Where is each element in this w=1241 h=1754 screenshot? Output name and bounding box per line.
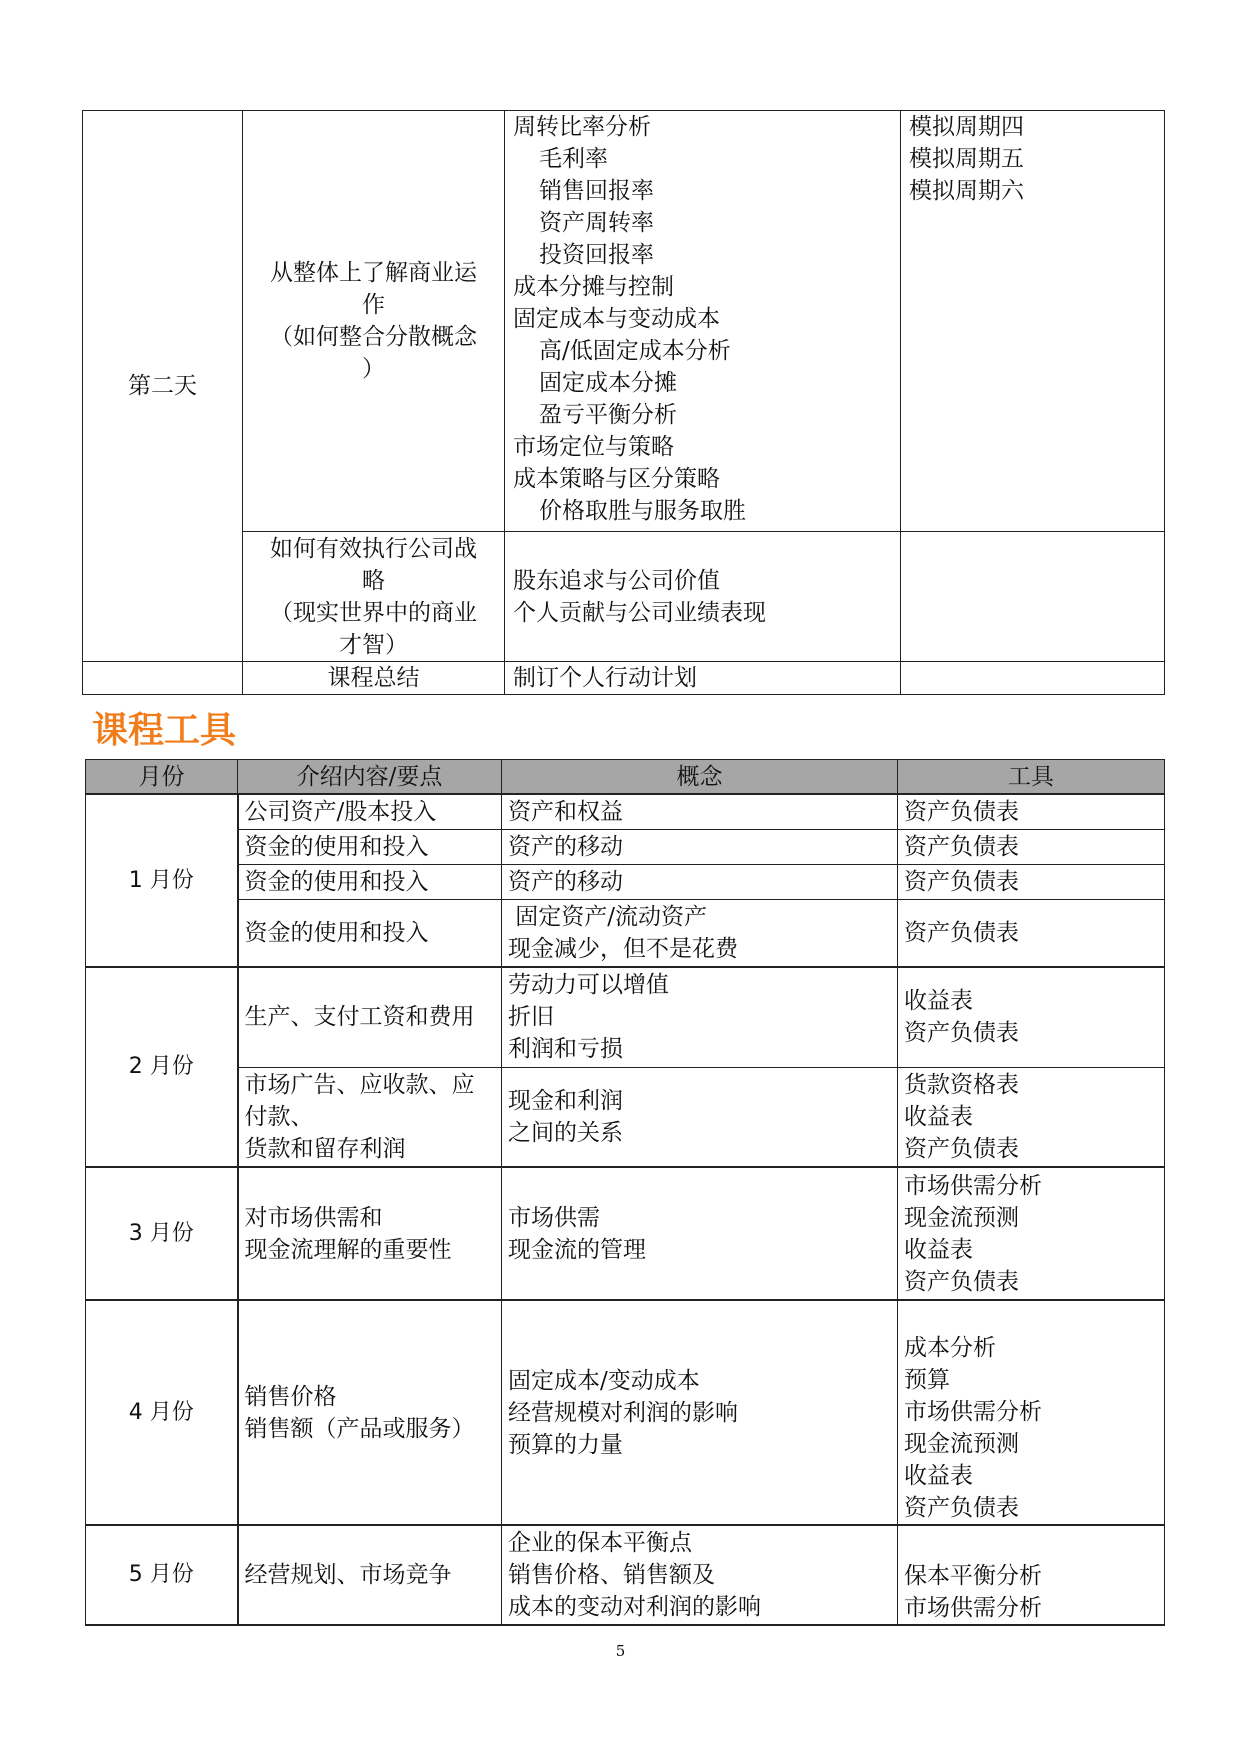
concept-cell xyxy=(502,1067,898,1167)
content-line: 周转比率分析 xyxy=(513,114,651,140)
concept-cell: 资产和权益 xyxy=(502,794,898,829)
topic-line: 作 xyxy=(362,292,385,318)
tools-line: 保本平衡分析 xyxy=(904,1563,1042,1589)
header-tools: 工具 xyxy=(898,760,1165,795)
concept-line: 固定资产/流动资产 xyxy=(508,903,708,930)
content-line: 现金流理解的重要性 xyxy=(244,1236,452,1263)
tools-line: 收益表 xyxy=(904,1103,973,1130)
topic-cell xyxy=(243,111,505,532)
table-row xyxy=(86,899,1165,967)
day-cell: 第二天 xyxy=(83,111,243,662)
month-cell: 2 月份 xyxy=(86,967,238,1167)
content-line: 高/低固定成本分析 xyxy=(539,338,731,364)
table-row xyxy=(86,1167,1165,1300)
content-line: 市场定位与策略 xyxy=(513,434,674,460)
concept-line: 企业的保本平衡点 xyxy=(508,1530,692,1556)
content-line: 毛利率 xyxy=(539,146,608,172)
concept-cell xyxy=(502,1300,898,1525)
tools-cell xyxy=(898,967,1165,1067)
tools-line: 货款资格表 xyxy=(904,1071,1019,1098)
concept-line: 劳动力可以增值 xyxy=(508,972,669,999)
notes-line: 模拟周期五 xyxy=(909,146,1024,172)
header-month: 月份 xyxy=(86,760,238,795)
content-line: 货款和留存利润 xyxy=(244,1135,406,1162)
table-row xyxy=(86,1067,1165,1167)
topic-line: 如何有效执行公司战 xyxy=(270,535,477,562)
topic-line: （现实世界中的商业 xyxy=(270,599,477,626)
tools-cell xyxy=(898,1525,1165,1625)
content-line: 销售回报率 xyxy=(539,178,654,204)
tools-line: 现金流预测 xyxy=(904,1204,1019,1231)
content-line: 价格取胜与服务取胜 xyxy=(539,498,746,524)
concept-line: 利润和亏损 xyxy=(508,1036,623,1063)
content-line: 资产周转率 xyxy=(539,210,654,236)
page-number: 5 xyxy=(615,1642,626,1660)
tools-cell xyxy=(898,1167,1165,1300)
summary-row xyxy=(83,662,1165,695)
tools-line: 市场供需分析 xyxy=(904,1595,1042,1621)
content-line: 对市场供需和 xyxy=(244,1204,383,1231)
topic-line: 才智） xyxy=(339,631,408,658)
content-line: 付款、 xyxy=(244,1103,314,1130)
tools-cell: 资产负债表 xyxy=(898,794,1165,829)
empty-cell xyxy=(83,662,243,695)
topic-line: 从整体上了解商业运 xyxy=(270,260,477,286)
table-row xyxy=(86,829,1165,864)
concept-cell: 资产的移动 xyxy=(502,829,898,864)
content-cell xyxy=(505,111,901,532)
tools-line: 市场供需分析 xyxy=(904,1172,1042,1199)
content-cell: 公司资产/股本投入 xyxy=(238,794,502,829)
topic-line: （如何整合分散概念 xyxy=(270,324,477,350)
table-row xyxy=(86,864,1165,899)
summary-topic: 课程总结 xyxy=(243,662,505,695)
content-cell: 资金的使用和投入 xyxy=(238,864,502,899)
header-row xyxy=(86,760,1165,795)
empty-cell xyxy=(901,662,1165,695)
content-line: 个人贡献与公司业绩表现 xyxy=(513,599,766,626)
schedule-table xyxy=(82,110,1165,695)
concept-line: 固定成本/变动成本 xyxy=(508,1367,700,1394)
concept-line: 成本的变动对利润的影响 xyxy=(508,1594,761,1620)
content-line: 股东追求与公司价值 xyxy=(513,567,720,594)
topic-cell xyxy=(243,532,505,662)
tools-line: 成本分析 xyxy=(904,1335,996,1361)
content-line: 固定成本与变动成本 xyxy=(513,306,720,332)
tools-line: 预算 xyxy=(904,1367,950,1393)
month-cell: 1 月份 xyxy=(86,794,238,967)
table-row xyxy=(86,967,1165,1067)
concept-cell xyxy=(502,967,898,1067)
content-line: 盈亏平衡分析 xyxy=(539,402,677,428)
concept-cell xyxy=(502,1167,898,1300)
topic-line: 略 xyxy=(362,567,385,594)
month-cell: 4 月份 xyxy=(86,1300,238,1525)
notes-cell xyxy=(901,532,1165,662)
tools-cell: 资产负债表 xyxy=(898,829,1165,864)
content-cell xyxy=(238,1300,502,1525)
content-cell xyxy=(238,1167,502,1300)
tools-cell: 资产负债表 xyxy=(898,864,1165,899)
summary-content: 制订个人行动计划 xyxy=(505,662,901,695)
tools-line: 资产负债表 xyxy=(904,1495,1019,1521)
tools-line: 资产负债表 xyxy=(904,1135,1019,1162)
schedule-row xyxy=(83,111,1165,532)
concept-cell: 资产的移动 xyxy=(502,864,898,899)
tools-line: 收益表 xyxy=(904,1236,973,1263)
concept-line: 销售价格、销售额及 xyxy=(508,1562,715,1588)
content-cell: 经营规划、市场竞争 xyxy=(238,1525,502,1625)
concept-line: 预算的力量 xyxy=(508,1431,623,1458)
tools-line: 现金流预测 xyxy=(904,1431,1019,1457)
content-line: 固定成本分摊 xyxy=(539,370,677,396)
month-cell: 5 月份 xyxy=(86,1525,238,1625)
content-line: 销售额（产品或服务） xyxy=(244,1415,475,1442)
content-line: 市场广告、应收款、应 xyxy=(244,1071,475,1098)
content-cell xyxy=(505,532,901,662)
concept-line: 现金减少，但不是花费 xyxy=(508,935,738,962)
concept-line: 现金流的管理 xyxy=(508,1236,646,1263)
tools-line: 收益表 xyxy=(904,1463,973,1489)
tools-line: 市场供需分析 xyxy=(904,1399,1042,1425)
concept-line: 市场供需 xyxy=(508,1204,600,1231)
section-heading: 课程工具 xyxy=(92,710,237,751)
concept-line: 经营规模对利润的影响 xyxy=(508,1399,738,1426)
topic-line: ） xyxy=(362,356,385,382)
schedule-row xyxy=(83,532,1165,662)
content-cell: 资金的使用和投入 xyxy=(238,829,502,864)
concept-line: 之间的关系 xyxy=(508,1119,623,1146)
content-cell: 资金的使用和投入 xyxy=(238,899,502,967)
tools-line: 资产负债表 xyxy=(904,1268,1019,1295)
content-line: 销售价格 xyxy=(244,1383,337,1410)
notes-line: 模拟周期四 xyxy=(909,114,1024,140)
content-cell: 生产、支付工资和费用 xyxy=(238,967,502,1067)
table-row xyxy=(86,794,1165,829)
header-content: 介绍内容/要点 xyxy=(238,760,502,795)
month-cell: 3 月份 xyxy=(86,1167,238,1300)
tools-cell xyxy=(898,1300,1165,1525)
content-cell xyxy=(238,1067,502,1167)
tools-line: 资产负债表 xyxy=(904,1020,1019,1047)
notes-cell xyxy=(901,111,1165,532)
content-line: 投资回报率 xyxy=(539,242,654,268)
tools-table xyxy=(85,759,1165,1626)
concept-line: 现金和利润 xyxy=(508,1087,623,1114)
header-concept: 概念 xyxy=(502,760,898,795)
content-line: 成本策略与区分策略 xyxy=(513,466,720,492)
notes-line: 模拟周期六 xyxy=(909,178,1024,204)
tools-cell: 资产负债表 xyxy=(898,899,1165,967)
tools-cell xyxy=(898,1067,1165,1167)
concept-cell xyxy=(502,1525,898,1625)
table-row xyxy=(86,1525,1165,1625)
concept-line: 折旧 xyxy=(508,1004,554,1031)
table-row xyxy=(86,1300,1165,1525)
concept-cell xyxy=(502,899,898,967)
content-line: 成本分摊与控制 xyxy=(513,274,674,300)
tools-line: 收益表 xyxy=(904,988,973,1015)
